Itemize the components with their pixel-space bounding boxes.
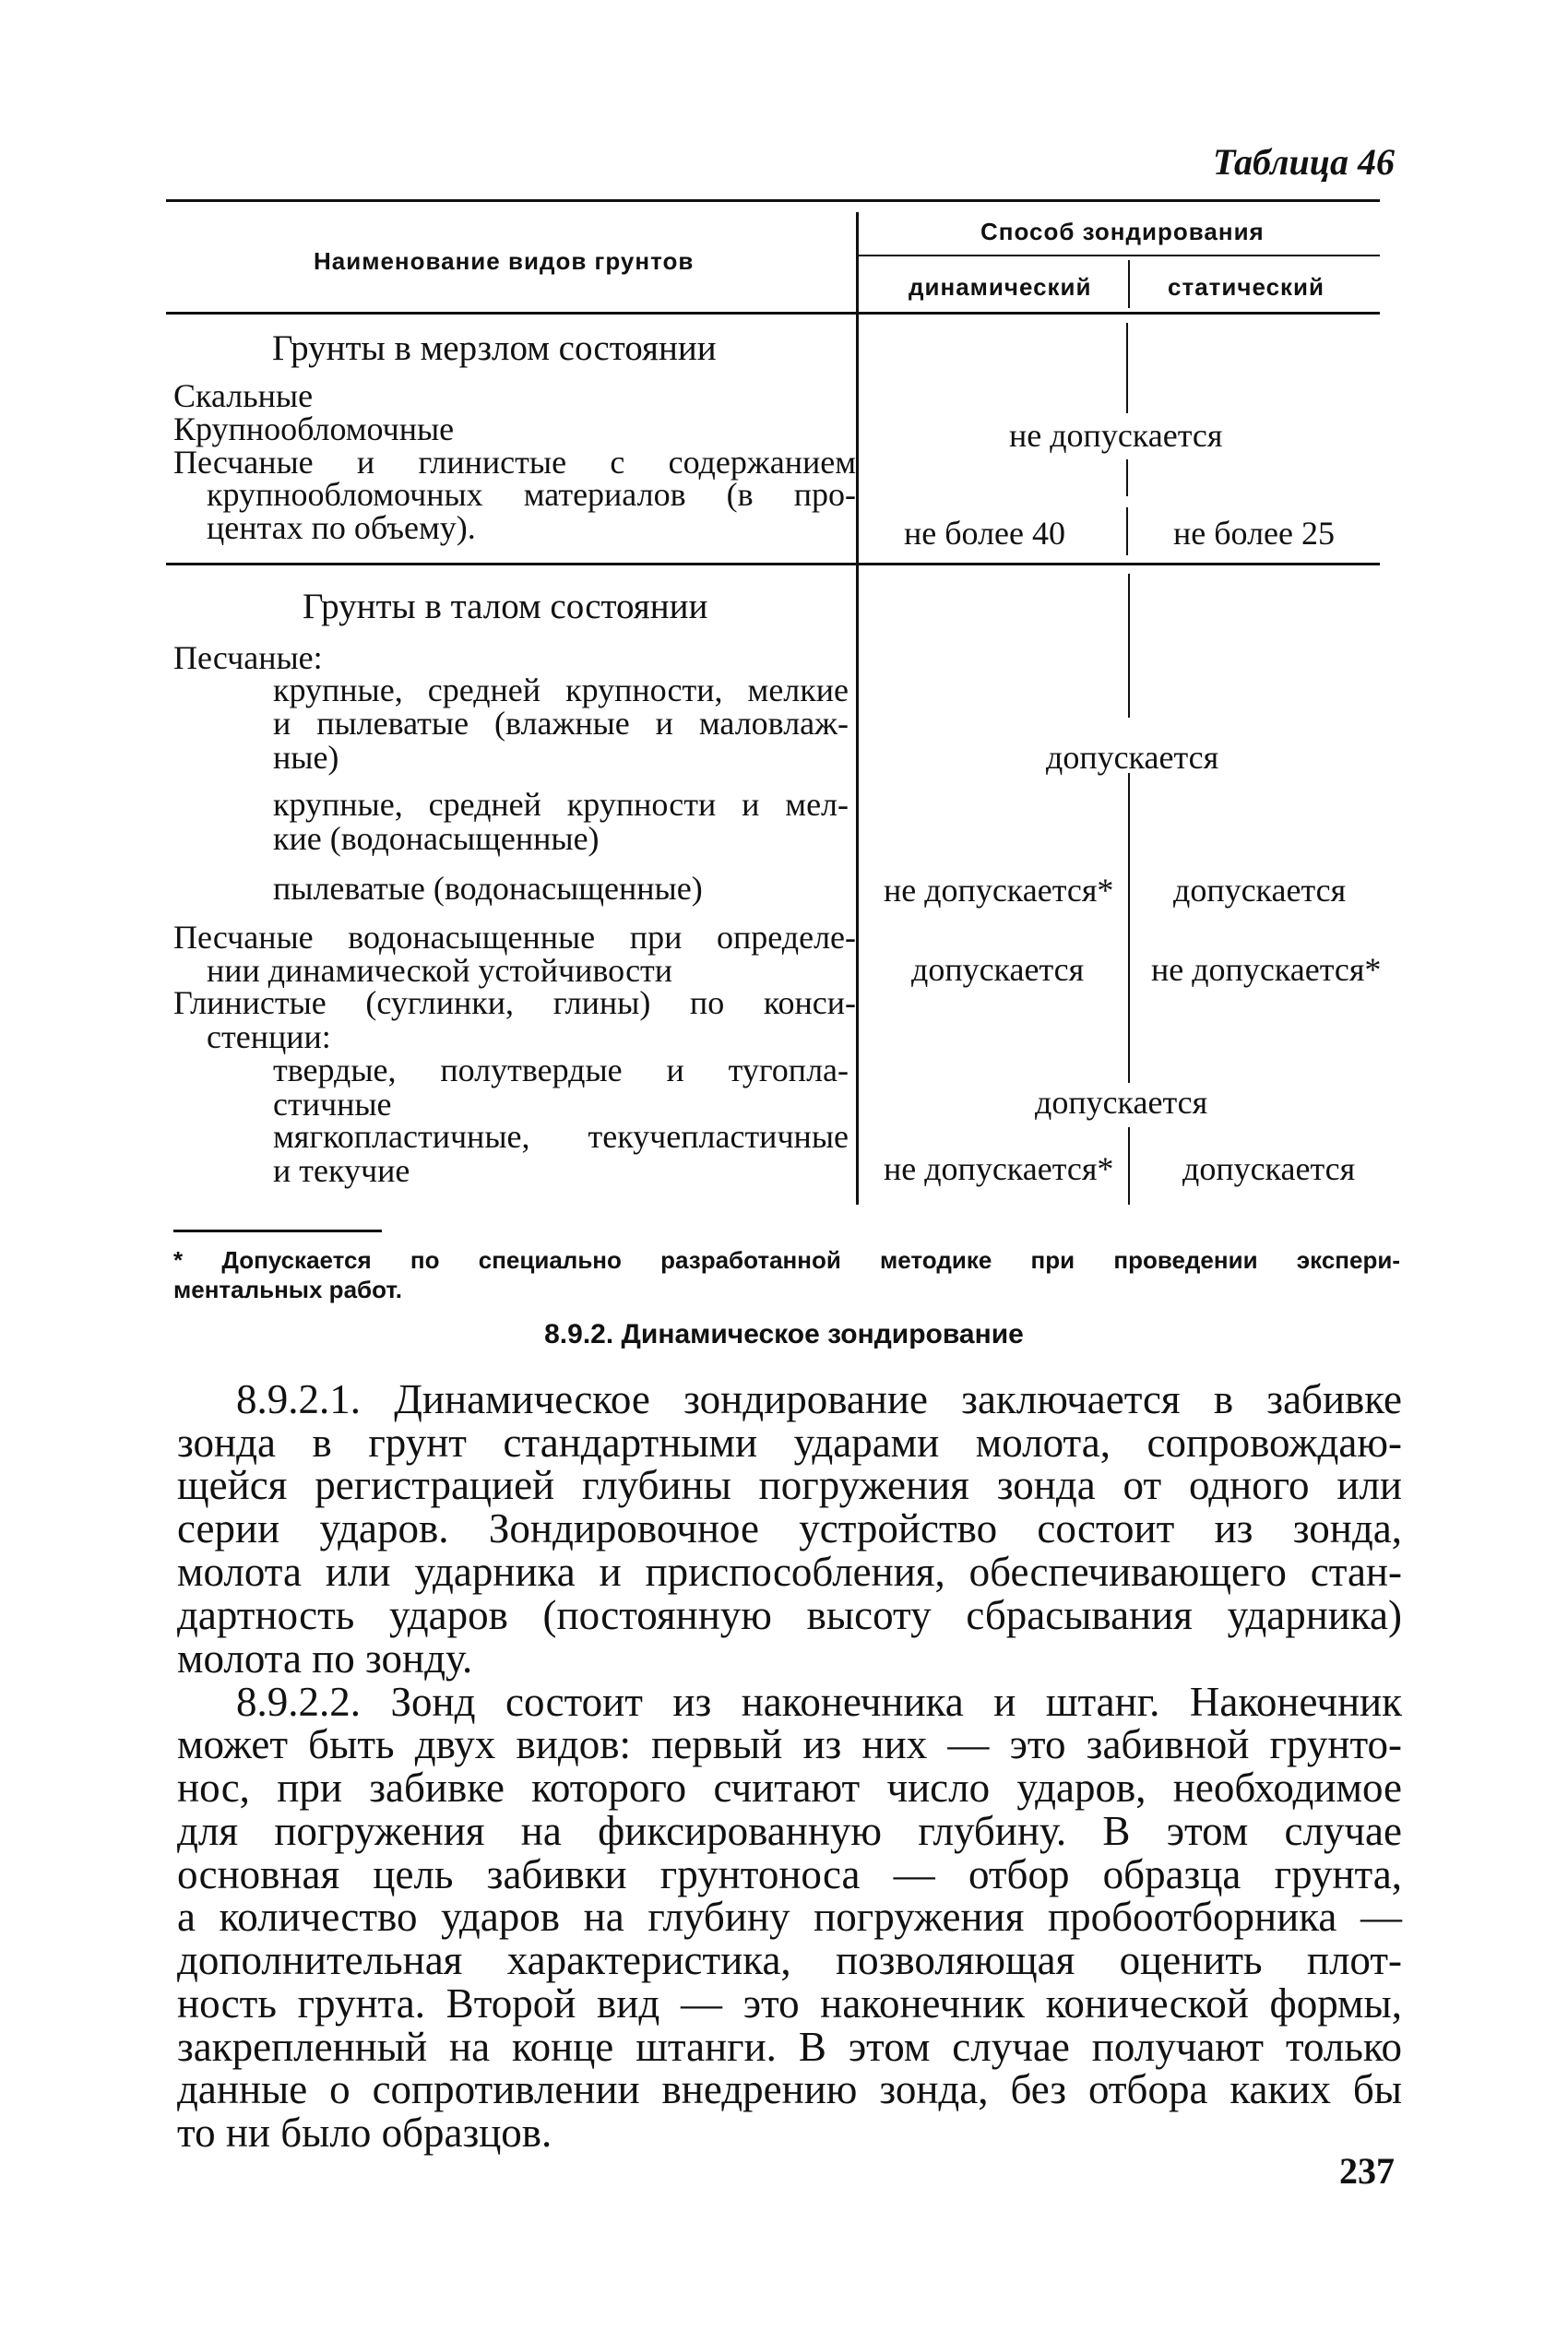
paragraph-1-line: молота по зонду. bbox=[177, 1635, 473, 1682]
paragraph-2-line: то ни было образцов. bbox=[177, 2110, 552, 2156]
thawed-coarse-moist-line: и пылеватые (влажные и маловлаж- bbox=[273, 705, 849, 742]
method-divider bbox=[1126, 459, 1128, 496]
soil-sandy-clay-line: центах по объему). bbox=[207, 509, 476, 546]
paragraph-1-line: молота или ударника и приспособления, обеспечивающего стан- bbox=[177, 1549, 1402, 1595]
thawed-coarse-moist-line: ные) bbox=[273, 739, 339, 776]
thawed-coarse-value: допускается bbox=[1046, 739, 1219, 776]
frozen-section-title: Грунты в мерзлом состоянии bbox=[272, 328, 717, 368]
frozen-sandy-dynamic: не более 40 bbox=[904, 515, 1066, 552]
thawed-soft-dynamic: не допускается* bbox=[884, 1150, 1114, 1187]
header-bottom-rule bbox=[166, 312, 1380, 315]
soil-sandy-clay-line: Песчаные и глинистые с содержанием bbox=[173, 444, 856, 481]
name-column-divider bbox=[856, 212, 859, 1205]
thawed-coarse-saturated-line: крупные, средней крупности и мел- bbox=[273, 786, 849, 823]
soil-sandy-clay-line: крупнообломочных материалов (в про- bbox=[207, 476, 856, 513]
thawed-hard-line: стичные bbox=[273, 1086, 392, 1123]
soil-rocky: Скальные bbox=[173, 377, 314, 414]
paragraph-2-line: дополнительная характеристика, позволяющая оценить плот- bbox=[177, 1937, 1402, 1983]
header-dynamic: динамический bbox=[909, 273, 1092, 301]
thawed-soft-line: и текучие bbox=[273, 1152, 410, 1189]
paragraph-2-line: ность грунта. Второй вид — это наконечник конической формы, bbox=[177, 1980, 1402, 2027]
thawed-soft-line: мягкопластичные, текучепластичные bbox=[273, 1118, 849, 1155]
paragraph-1-line: дартность ударов (постоянную высоту сбрасывания ударника) bbox=[177, 1592, 1402, 1638]
thawed-coarse-moist-line: крупные, средней крупности, мелкие bbox=[273, 672, 849, 708]
footnote-rule bbox=[173, 1230, 382, 1232]
method-divider bbox=[1128, 574, 1130, 718]
paragraph-2-line: 8.9.2.2. Зонд состоит из наконечника и штанг. Наконечник bbox=[236, 1679, 1402, 1725]
footnote-line: ментальных работ. bbox=[173, 1276, 402, 1303]
page-number: 237 bbox=[1339, 2150, 1395, 2192]
paragraph-2-line: а количество ударов на глубину погружения пробоотборника — bbox=[177, 1894, 1402, 1940]
frozen-bottom-rule bbox=[166, 563, 1380, 565]
paragraph-2-line: нос, при забивке которого считают число ударов, необходимое bbox=[177, 1765, 1402, 1811]
method-divider bbox=[1126, 323, 1128, 413]
paragraph-1-line: зонда в грунт стандартными ударами молота, сопровождаю- bbox=[177, 1420, 1402, 1466]
paragraph-1-line: 8.9.2.1. Динамическое зондирование заключается в забивке bbox=[236, 1376, 1402, 1422]
thawed-soft-static: допускается bbox=[1182, 1150, 1356, 1187]
thawed-clay-line: Глинистые (суглинки, глины) по конси- bbox=[173, 984, 856, 1021]
header-mid-rule bbox=[857, 255, 1380, 256]
thawed-silty-dynamic: не допускается* bbox=[884, 872, 1114, 909]
frozen-rocky-coarse-value: не допускается bbox=[1009, 417, 1223, 454]
header-static: статический bbox=[1168, 273, 1325, 301]
thawed-sandy-label: Песчаные: bbox=[173, 639, 323, 676]
footnote-line: * Допускается по специально разработанной методике при проведении экспери- bbox=[173, 1246, 1400, 1274]
table-top-rule bbox=[166, 199, 1380, 202]
thawed-section-title: Грунты в талом состоянии bbox=[303, 587, 708, 626]
thawed-saturated-dyn-dynamic: допускается bbox=[911, 951, 1085, 988]
thawed-coarse-saturated-line: кие (водонасыщенные) bbox=[273, 820, 600, 857]
thawed-saturated-dyn-line: нии динамической устойчивости bbox=[207, 952, 673, 989]
section-title: 8.9.2. Динамическое зондирование bbox=[544, 1319, 1024, 1349]
paragraph-2-line: закрепленный на конце штанги. В этом случае получают только bbox=[177, 2024, 1402, 2070]
header-method-divider bbox=[1128, 260, 1130, 308]
method-divider bbox=[1128, 1127, 1130, 1205]
header-name-column: Наименование видов грунтов bbox=[314, 247, 695, 275]
paragraph-2-line: основная цель забивки грунтоноса — отбор образца грунта, bbox=[177, 1851, 1402, 1897]
paragraph-1-line: щейся регистрацией глубины погружения зонда от одного или bbox=[177, 1462, 1402, 1508]
paragraph-2-line: может быть двух видов: первый из них — это забивной грунто- bbox=[177, 1721, 1402, 1767]
soil-coarse: Крупнообломочные bbox=[173, 410, 455, 447]
paragraph-2-line: для погружения на фиксированную глубину. В этом случае bbox=[177, 1808, 1402, 1854]
paragraph-2-line: данные о сопротивлении внедрению зонда, без отбора каких бы bbox=[177, 2066, 1402, 2112]
thawed-hard-line: твердые, полутвердые и тугопла- bbox=[273, 1052, 849, 1088]
method-divider bbox=[1126, 507, 1128, 555]
thawed-saturated-dyn-static: не допускается* bbox=[1151, 951, 1382, 988]
header-method-group: Способ зондирования bbox=[980, 218, 1265, 245]
thawed-silty-saturated: пылеватые (водонасыщенные) bbox=[273, 870, 703, 907]
thawed-saturated-dyn-line: Песчаные водонасыщенные при определе- bbox=[173, 919, 856, 956]
paragraph-1-line: серии ударов. Зондировочное устройство состоит из зонда, bbox=[177, 1505, 1402, 1551]
thawed-clay-line: стенции: bbox=[207, 1018, 331, 1055]
table-caption: Таблица 46 bbox=[1213, 141, 1395, 183]
thawed-hard-value: допускается bbox=[1035, 1084, 1208, 1121]
method-divider bbox=[1128, 773, 1130, 1083]
thawed-silty-static: допускается bbox=[1173, 872, 1347, 909]
frozen-sandy-static: не более 25 bbox=[1173, 515, 1336, 552]
